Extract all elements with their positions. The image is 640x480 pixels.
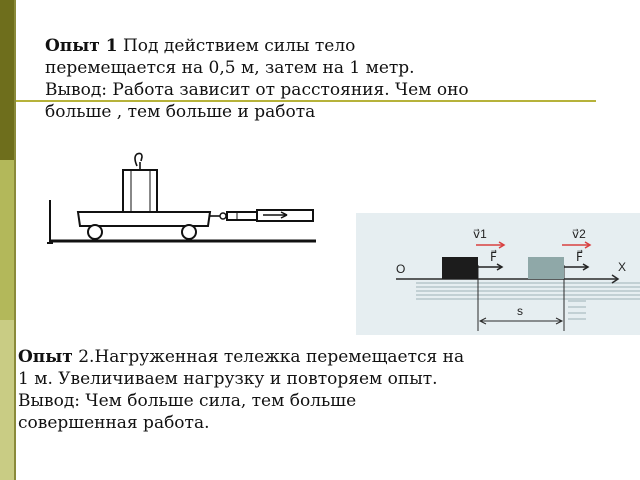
experiment2-desc1: 2.Нагруженная тележка перемещается на — [72, 347, 465, 367]
experiment2-text — [18, 346, 618, 434]
weight-cylinder — [123, 170, 157, 212]
origin-label: O — [396, 262, 406, 276]
experiment2-line1 — [18, 346, 618, 368]
experiment2-conclusion2: совершенная работа. — [18, 413, 210, 433]
experiment1-desc2: перемещается на 0,5 м, затем на 1 метр. — [45, 58, 415, 78]
cart-body — [78, 212, 210, 226]
distance-label: s — [517, 304, 523, 318]
cart-wheel-right — [182, 225, 196, 239]
force2-label: F⃗ — [576, 250, 583, 264]
experiment2-desc2: 1 м. Увеличиваем нагрузку и повторяем опыт. — [18, 369, 438, 389]
cart-illustration — [40, 148, 320, 248]
sidebar-segment-bottom — [0, 320, 14, 480]
displacement-figure — [356, 213, 640, 335]
block-initial — [442, 257, 478, 279]
experiment1-label: Опыт 1 — [45, 36, 118, 56]
experiment1-line1 — [45, 35, 605, 57]
force1-label: F⃗ — [490, 250, 497, 264]
experiment2-conclusion1: Вывод: Чем больше сила, тем больше — [18, 391, 357, 411]
experiment2-label: Опыт — [18, 347, 73, 367]
sidebar-divider — [14, 0, 16, 480]
experiment1-conclusion1: Вывод: Работа зависит от расстояния. Чем оно — [45, 80, 469, 100]
v2-label: v⃗2 — [572, 227, 586, 241]
cart-wheel-left — [88, 225, 102, 239]
experiment1-conclusion2: больше , тем больше и работа — [45, 102, 316, 122]
sidebar-segment-middle — [0, 160, 14, 320]
axis-label: X — [618, 260, 627, 274]
v1-label: v⃗1 — [473, 227, 487, 241]
weight-hook — [135, 153, 142, 166]
dynamometer-body — [227, 212, 257, 220]
experiment1-text — [45, 35, 605, 123]
sidebar-segment-top — [0, 0, 14, 160]
block-final — [528, 257, 564, 279]
experiment1-desc1: Под действием силы тело — [117, 36, 356, 56]
